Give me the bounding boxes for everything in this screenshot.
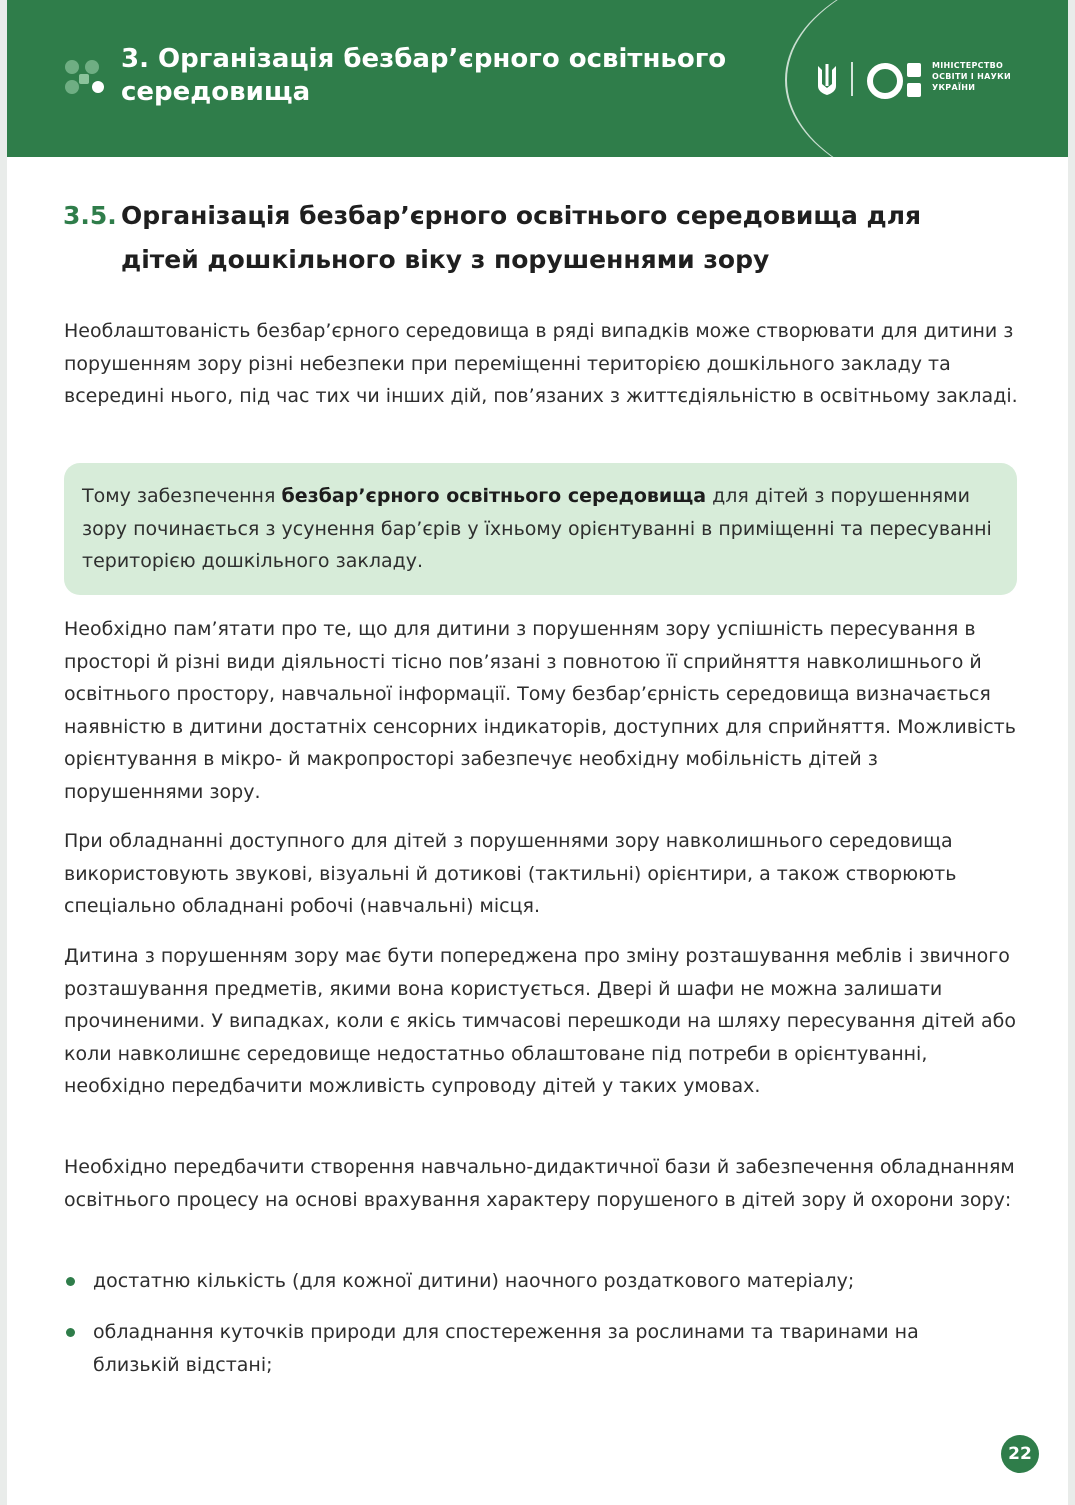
ministry-logo-ring <box>867 63 903 99</box>
paragraph-3: При обладнанні доступного для дітей з порушеннями зору навколишнього середовища використовують звукові, візуальні й дотикові (тактильні) орієнтири, а також створюють спеціально обладнані робочі (навчальні) місця. <box>64 830 957 917</box>
bullet-marker <box>66 1277 75 1286</box>
ministry-line-2: ОСВІТИ І НАУКИ <box>932 72 1011 81</box>
callout-text-start: Тому забезпечення <box>82 485 282 507</box>
page-number: 22 <box>1001 1435 1039 1473</box>
bullet-marker <box>66 1328 75 1337</box>
chapter-icon <box>62 57 106 101</box>
paragraph-1: Необлаштованість безбар’єрного середовища в ряді випадків може створювати для дитини з порушенням зору різні небезпеки при переміщенні територією дошкільного закладу та всередині нього, під час тих чи інших дій, пов’язаних з життєдіяльністю в освітньому закладі. <box>64 320 1018 407</box>
section-title: Організація безбар’єрного освітнього середовища для дітей дошкільного віку з порушеннями зору <box>121 201 922 274</box>
ministry-line-1: МІНІСТЕРСТВО <box>932 61 1004 70</box>
ministry-logo-square-top <box>907 63 921 77</box>
paragraph-2: Необхідно пам’ятати про те, що для дитини з порушенням зору успішність пересування в просторі й різні види діяльності тісно пов’язані з повнотою її сприйняття навколишнього й освітнього простору, навчальної інформації. Тому безбар’єрність середовища визначається наявністю в дитини достатніх сенсорних індикаторів, доступних для сприйняття. Можливість орієнтування в мікро- й макропросторі забезпечує необхідну мобільність дітей з порушеннями зору. <box>64 618 1016 803</box>
ministry-name <box>932 60 1042 93</box>
chapter-title: 3. Організація безбар’єрного освітнього середовища <box>121 44 727 107</box>
bullet-item-2: обладнання куточків природи для спостереження за рослинами та тваринами на близькій відстані; <box>93 1321 919 1376</box>
paragraph-5: Необхідно передбачити створення навчально-дидактичної бази й забезпечення обладнанням освітнього процесу на основі врахування характеру порушеного в дітей зору й охорони зору: <box>64 1156 1015 1211</box>
section-number: 3.5. <box>63 201 117 230</box>
document-page <box>7 0 1068 1505</box>
ministry-logo-square-bottom <box>907 83 921 97</box>
ministry-line-3: УКРАЇНИ <box>932 83 976 92</box>
trident-icon <box>815 62 839 98</box>
callout-text-bold: безбар’єрного освітнього середовища <box>281 485 707 507</box>
paragraph-4: Дитина з порушенням зору має бути попереджена про зміну розташування меблів і звичного розташування предметів, якими вона користується. Двері й шафи не можна залишати прочиненими. У випадках, коли є якісь тимчасові перешкоди на шляху пересування дітей або коли навколишнє середовище недостатньо облаштоване під потреби в орієнтуванні, необхідно передбачити можливість супроводу дітей у таких умовах. <box>64 945 1017 1097</box>
callout-box <box>64 463 1017 595</box>
page-header <box>7 0 1068 157</box>
logo-separator <box>851 62 853 96</box>
callout-text <box>82 480 1002 578</box>
callout-text-end: для дітей з порушеннями зору починається з усунення бар’єрів у їхньому орієнтуванні в приміщенні та пересуванні територією дошкільного закладу. <box>82 485 992 572</box>
bullet-item-1: достатню кількість (для кожної дитини) наочного роздаткового матеріалу; <box>93 1270 855 1292</box>
